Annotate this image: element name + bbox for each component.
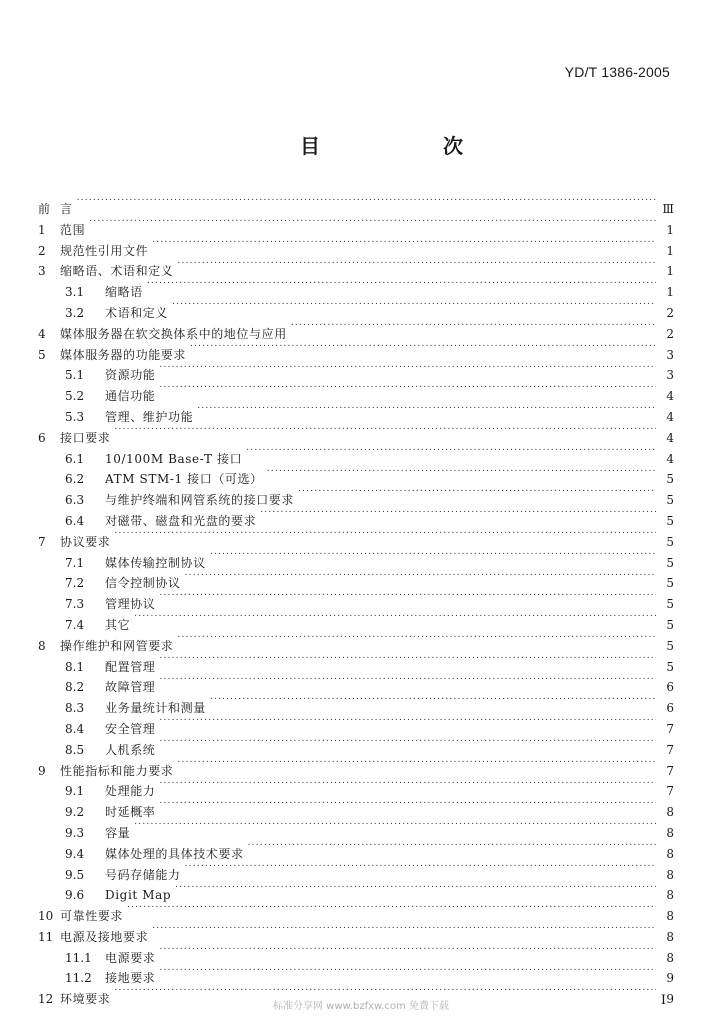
toc-entry-number: 5.3 — [65, 409, 85, 424]
toc-entry-page: 5 — [666, 493, 674, 508]
toc-entry-title: 时延概率 — [105, 805, 156, 820]
toc-entry-page: 2 — [666, 326, 674, 341]
toc-entry-number: 6.3 — [65, 493, 85, 508]
toc-entry-number: 3.1 — [65, 285, 85, 300]
toc-entry-title: 业务量统计和测量 — [105, 701, 206, 716]
toc-entry-number: 8.1 — [65, 659, 85, 674]
toc-entry-title: 信令控制协议 — [105, 576, 181, 591]
toc-entry-title: 配置管理 — [105, 659, 156, 674]
toc-entry-number: 9.5 — [65, 867, 85, 882]
toc-entry-page: 1 — [666, 285, 674, 300]
toc-entry-page: 1 — [666, 222, 674, 237]
toc-entry-page: 5 — [666, 576, 674, 591]
toc-entry-number: 6.1 — [65, 451, 85, 466]
toc-entry-title: 接口要求 — [60, 430, 111, 445]
toc-dot-leader — [152, 235, 656, 255]
toc-entry-title: 管理协议 — [105, 597, 156, 612]
toc-dot-leader — [159, 359, 656, 379]
toc-dot-leader — [246, 443, 656, 463]
toc-entry-page: 5 — [666, 597, 674, 612]
toc-entry-page: 9 — [666, 992, 674, 1007]
toc-entry-number: 11.1 — [65, 950, 92, 965]
toc-entry-page: 8 — [666, 888, 674, 903]
toc-entry-page: 8 — [666, 867, 674, 882]
toc-entry-number: 5 — [38, 347, 46, 362]
footer-watermark: 标准分享网 www.bzfxw.com 免费下载 — [273, 1001, 449, 1012]
toc-entry-page: 5 — [666, 513, 674, 528]
toc-entry-title: 容量 — [105, 825, 131, 840]
toc-entry-number: 8.4 — [65, 721, 85, 736]
toc-entry-title: 媒体处理的具体技术要求 — [105, 846, 244, 861]
toc-dot-leader — [159, 734, 656, 754]
toc-entry-title: 电源要求 — [105, 950, 156, 965]
toc-entry — [38, 900, 674, 924]
toc-entry-number: 11.2 — [65, 971, 92, 986]
toc-dot-leader — [172, 297, 656, 317]
toc-entry-page: 4 — [666, 430, 674, 445]
toc-entry-number: 9.4 — [65, 846, 85, 861]
toc-entry-number: 9.1 — [65, 784, 85, 799]
toc-entry — [38, 422, 674, 443]
toc-dot-leader — [175, 879, 656, 899]
toc-entry-page: 7 — [666, 784, 674, 799]
toc-entry-page: 8 — [666, 929, 674, 944]
toc-entry-title: 通信功能 — [105, 389, 156, 404]
toc-entry-title: 其它 — [105, 617, 131, 632]
toc-entry-title: 言 — [60, 202, 73, 216]
toc-dot-leader — [248, 838, 656, 858]
toc-entry-page: 5 — [666, 659, 674, 674]
toc-entry-title: 处理能力 — [105, 784, 156, 799]
toc-entry-page: 4 — [666, 409, 674, 424]
toc-dot-leader — [159, 942, 656, 962]
toc-entry-title: 规范性引用文件 — [60, 243, 149, 258]
toc-entry-title: 对磁带、磁盘和光盘的要求 — [105, 513, 257, 528]
toc-entry-page: 7 — [666, 721, 674, 736]
toc-entry-number: 7.4 — [65, 617, 85, 632]
toc-entry-page: 6 — [666, 680, 674, 695]
toc-entry-number: 7.2 — [65, 576, 85, 591]
toc-entry-page: 5 — [666, 555, 674, 570]
toc-dot-leader — [159, 796, 656, 816]
toc-dot-leader — [134, 817, 656, 837]
toc-entry-page: 1 — [666, 264, 674, 279]
toc-entry-number: 6.2 — [65, 472, 85, 487]
toc-dot-leader — [114, 422, 656, 442]
toc-dot-leader — [177, 255, 656, 275]
toc-entry-number: 9 — [38, 763, 46, 778]
toc-entry-page: 7 — [666, 742, 674, 757]
toc-entry-number: 3 — [38, 264, 46, 279]
toc-dot-leader — [134, 609, 656, 629]
toc-entry-number: 6.4 — [65, 513, 85, 528]
toc-entry-number: 9.3 — [65, 825, 85, 840]
toc-entry-number: 9.6 — [65, 888, 85, 903]
toc-entry — [38, 193, 674, 214]
toc-entry-title: 媒体传输控制协议 — [105, 555, 206, 570]
toc-dot-leader — [210, 692, 656, 712]
toc-dot-leader — [210, 547, 656, 567]
toc-dot-leader — [291, 318, 656, 338]
toc-entry-number: 5.1 — [65, 368, 85, 383]
toc-entry-number: 8.5 — [65, 742, 85, 757]
toc-entry-title: 媒体服务器的功能要求 — [60, 347, 187, 362]
toc-entry-title: 操作维护和网管要求 — [60, 638, 174, 653]
toc-dot-leader — [159, 713, 656, 733]
toc-entry-title: 媒体服务器在软交换体系中的地位与应用 — [60, 326, 287, 341]
toc-entry-title: 协议要求 — [60, 534, 111, 549]
toc-entry-page: 5 — [666, 617, 674, 632]
toc-entry-page: 7 — [666, 763, 674, 778]
toc-entry — [38, 921, 674, 942]
toc-dot-leader — [114, 526, 656, 546]
toc-entry-number: 5.2 — [65, 389, 85, 404]
toc-entry-number: 8.2 — [65, 680, 85, 695]
toc-dot-leader — [260, 505, 656, 525]
toc-entry-number: 11 — [38, 929, 54, 944]
toc-entry-page: 5 — [666, 534, 674, 549]
toc-dot-leader — [190, 339, 656, 359]
toc-dot-leader — [185, 567, 656, 587]
toc-entry-page: 8 — [666, 909, 674, 924]
document-code: YD/T 1386-2005 — [564, 64, 670, 80]
toc-entry-page: 3 — [666, 368, 674, 383]
toc-entry-number: 8 — [38, 638, 46, 653]
toc-entry-page: 8 — [666, 825, 674, 840]
toc-entry-title: 资源功能 — [105, 368, 156, 383]
toc-dot-leader — [159, 671, 656, 691]
toc-entry-page: 5 — [666, 472, 674, 487]
toc-entry-number: 7.3 — [65, 597, 85, 612]
toc-entry-title: 安全管理 — [105, 721, 156, 736]
toc-dot-leader — [177, 755, 656, 775]
toc-entry-page: Ⅲ — [662, 202, 674, 216]
toc-entry-number: 3.2 — [65, 305, 85, 320]
toc-entry-page: 1 — [666, 243, 674, 258]
toc-entry-number: 前 — [38, 202, 51, 216]
toc-entry-number: 2 — [38, 243, 46, 258]
toc-dot-leader — [197, 401, 656, 421]
toc-entry-number: 8.3 — [65, 701, 85, 716]
toc-entry-number: 10 — [38, 909, 54, 924]
toc-dot-leader — [89, 214, 656, 234]
toc-entry — [38, 817, 674, 838]
toc-entry — [38, 443, 674, 464]
toc-dot-leader — [159, 651, 656, 671]
toc-entry-title: 与维护终端和网管系统的接口要求 — [105, 493, 295, 508]
toc-entry-title: 性能指标和能力要求 — [60, 763, 174, 778]
toc-entry-page: 5 — [666, 638, 674, 653]
toc-entry-page: 6 — [666, 701, 674, 716]
toc-entry-title: 10/100M Base-T 接口 — [105, 451, 243, 466]
toc-entry-title: 接地要求 — [105, 971, 156, 986]
toc-entry-page: 3 — [666, 347, 674, 362]
toc-dot-leader — [159, 380, 656, 400]
toc-entry-title: ATM STM-1 接口（可选） — [105, 472, 263, 487]
toc-entry-page: 8 — [666, 950, 674, 965]
toc-entry-title: 可靠性要求 — [60, 909, 124, 924]
page-number: I — [660, 993, 666, 1008]
toc-entry-page: 4 — [666, 389, 674, 404]
toc-entry — [38, 526, 674, 547]
toc-dot-leader — [147, 276, 656, 296]
toc-dot-leader — [185, 859, 656, 879]
toc-entry-number: 6 — [38, 430, 46, 445]
toc-entry-title: 电源及接地要求 — [60, 929, 149, 944]
toc-entry — [38, 609, 674, 630]
toc-entry-number: 9.2 — [65, 805, 85, 820]
toc-dot-leader — [159, 962, 656, 982]
toc-entry-title: 故障管理 — [105, 680, 156, 695]
toc-dot-leader — [127, 900, 656, 920]
toc-entry-title: 范围 — [60, 222, 86, 237]
toc-dot-leader — [77, 193, 656, 213]
toc-entry — [38, 235, 674, 256]
toc-entry-title: 环境要求 — [60, 992, 111, 1007]
page-title: 目 次 — [300, 134, 521, 158]
toc-dot-leader — [177, 630, 656, 650]
toc-entry — [38, 214, 674, 235]
toc-dot-leader — [159, 588, 656, 608]
toc-entry-title: 号码存储能力 — [105, 867, 181, 882]
toc-entry-page: 2 — [666, 305, 674, 320]
toc-entry-title: 人机系统 — [105, 742, 156, 757]
toc-entry-page: 8 — [666, 846, 674, 861]
toc-entry-number: 4 — [38, 326, 46, 341]
toc-entry-number: 1 — [38, 222, 46, 237]
toc-entry-title: Digit Map — [105, 888, 172, 903]
toc-entry-number: 7.1 — [65, 555, 85, 570]
toc-entry-page: 8 — [666, 805, 674, 820]
toc-entry — [38, 547, 674, 568]
toc-entry-title: 缩略语 — [105, 285, 143, 300]
toc-entry-page: 9 — [666, 971, 674, 986]
toc-dot-leader — [267, 463, 656, 483]
toc-entry-number: 12 — [38, 992, 54, 1007]
toc-entry-page: 4 — [666, 451, 674, 466]
toc-entry-title: 术语和定义 — [105, 305, 169, 320]
toc-dot-leader — [152, 921, 656, 941]
toc-dot-leader — [298, 484, 656, 504]
toc-entry-title: 管理、维护功能 — [105, 409, 194, 424]
toc-dot-leader — [159, 775, 656, 795]
toc-entry-title: 缩略语、术语和定义 — [60, 264, 174, 279]
toc-entry-number: 7 — [38, 534, 46, 549]
